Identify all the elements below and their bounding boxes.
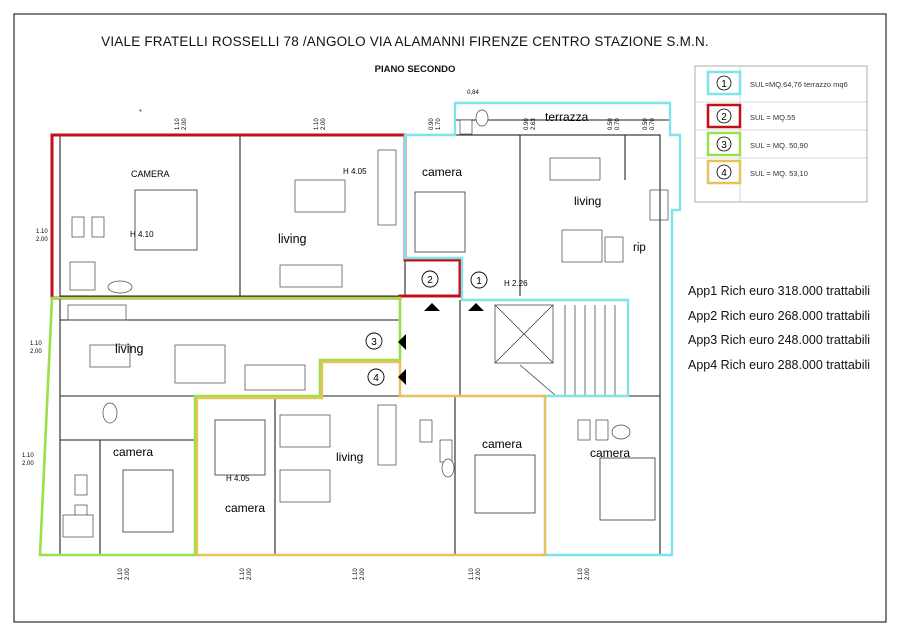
dim-bot-5a: 1.10 (578, 568, 584, 580)
dim-left-top-a: 1.10 (36, 229, 48, 235)
plan-subtitle: PIANO SECONDO (374, 64, 456, 75)
dim-top-4b: 2.63 (531, 118, 537, 130)
dim-left-bot-a: 1.10 (22, 453, 34, 459)
dim-top-6b: 0.70 (650, 118, 656, 130)
plan-title: VIALE FRATELLI ROSSELLI 78 /ANGOLO VIA ALAMANNI FIRENZE CENTRO STAZIONE S.M.N. (101, 34, 709, 49)
room-label-living-bm: living (336, 450, 364, 464)
room-label-living-tr: living (574, 194, 602, 208)
dim-left-mid-b: 2.00 (30, 349, 42, 355)
dim-bot-4b: 2.00 (476, 568, 482, 580)
dim-top-3b: 1.70 (436, 118, 442, 130)
dim-bot-1b: 2.00 (125, 568, 131, 580)
apartment-markers (366, 271, 487, 385)
dim-left-mid-a: 1.10 (30, 341, 42, 347)
room-label-camera-bl: camera (113, 445, 154, 459)
dim-top-1a: 1.10 (175, 118, 181, 130)
dim-top-5b: 0.70 (615, 118, 621, 130)
price-app1: App1 Rich euro 318.000 trattabili (688, 284, 871, 298)
legend-number-2: 2 (721, 112, 727, 123)
room-label-camera-tl: CAMERA (131, 169, 170, 179)
height-label-camera-tl: H 4.10 (130, 230, 154, 239)
dim-top-6a: 0.50 (643, 118, 649, 130)
dim-084: 0,84 (467, 90, 479, 96)
dim-bot-5b: 2.00 (585, 568, 591, 580)
legend (695, 66, 867, 202)
room-label-camera-bm2: camera (482, 437, 523, 451)
legend-text-1: SUL=MQ.64,76 terrazzo mq6 (750, 80, 848, 89)
apartment-2-outline (52, 135, 463, 298)
legend-number-1: 1 (721, 79, 727, 90)
room-label-camera-top: camera (422, 165, 463, 179)
dim-bot-3a: 1.10 (353, 568, 359, 580)
room-label-camera-bm: camera (225, 501, 266, 515)
dim-top-1b: 2.00 (182, 118, 188, 130)
stairwell (495, 305, 615, 395)
dim-top-2a: 1.10 (314, 118, 320, 130)
marker-2-label: 2 (427, 275, 433, 286)
price-app2: App2 Rich euro 268.000 trattabili (688, 308, 871, 323)
dim-bot-4a: 1.10 (469, 568, 475, 580)
entrance-arrows (398, 303, 484, 385)
legend-number-3: 3 (721, 140, 727, 151)
room-label-living-top: living (278, 232, 307, 246)
height-label-camera-bm: H 4.05 (226, 474, 250, 483)
height-label-living-top: H 4.05 (343, 167, 367, 176)
room-label-terrazza: terrazza (545, 110, 589, 124)
room-label-camera-br: camera (590, 446, 631, 460)
dim-bot-2a: 1.10 (240, 568, 246, 580)
legend-text-4: SUL = MQ. 53,10 (750, 169, 808, 178)
room-label-living-mid: living (115, 342, 144, 356)
legend-text-3: SUL = MQ. 50,90 (750, 141, 808, 150)
dim-bot-1a: 1.10 (118, 568, 124, 580)
dim-top-3a: 0.90 (429, 118, 435, 130)
height-label-stair: H 2.26 (504, 279, 528, 288)
legend-number-4: 4 (721, 168, 727, 179)
room-label-rip: rip (633, 242, 646, 254)
dim-top-2b: 2.00 (321, 118, 327, 130)
marker-3-label: 3 (371, 337, 377, 348)
marker-1-label: 1 (476, 276, 482, 287)
price-list (688, 279, 870, 377)
price-app4: App4 Rich euro 288.000 trattabili (688, 357, 871, 372)
dim-bot-3b: 2.00 (360, 568, 366, 580)
dim-top-5a: 0.50 (608, 118, 614, 130)
marker-4-label: 4 (373, 373, 379, 384)
price-app3: App3 Rich euro 248.000 trattabili (688, 333, 871, 347)
dim-left-top-b: 2.00 (36, 237, 48, 243)
dim-bot-2b: 2.00 (247, 568, 253, 580)
dim-left-bot-b: 2.00 (22, 461, 34, 467)
dim-top-4a: 0.90 (524, 118, 530, 130)
legend-text-2: SUL = MQ.55 (750, 113, 796, 122)
